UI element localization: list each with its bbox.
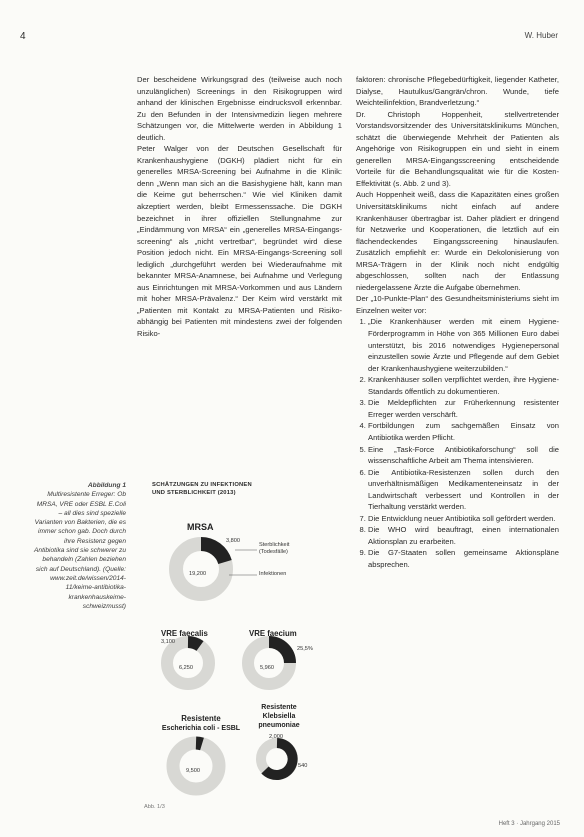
ten-point-plan-list [356, 316, 559, 570]
list-item: 3. Die Meldepflichten zur Früherkennung resistenter Erreger werden verschärft. [368, 397, 559, 420]
mrsa-donut [176, 544, 226, 594]
esbl-label-line: Resistente [181, 714, 221, 723]
list-item: 5. Eine „Task-Force Antibiotikaforschung“ soll die wissenschaftliche Arbeit am Thema intensivieren. [368, 444, 559, 467]
esbl-label-line: Escherichia coli - ESBL [161, 725, 241, 732]
paragraph: faktoren: chronische Pflegebedürftigkeit, liegender Katheter, Dialyse, Hautulkus/Gangrän/chron. Wunde, tiefe Weichteilinfektion, Brandverletzung.“ [356, 75, 559, 108]
mrsa-infections-value: 19,200 [189, 571, 207, 577]
esbl-infections-value: 9,500 [186, 768, 200, 774]
vre-faecium-donut [248, 642, 290, 684]
list-item: 9. Die G7-Staaten sollen gemeinsame Aktionspläne absprechen. [368, 547, 559, 570]
list-item: 8. Die WHO wird beauftragt, einen internationalen Aktionsplan zu erarbeiten. [368, 524, 559, 547]
mrsa-label: MRSA [187, 522, 214, 532]
right-text-column [356, 74, 559, 571]
klebsiella-label [249, 703, 309, 730]
page-footer: Heft 3 · Jahrgang 2015 [498, 821, 560, 827]
list-item: 1. „Die Krankenhäuser werden mit einem Hygiene-Förderprogramm in Höhe von 365 Millionen Euro dabei unterstützt, bis 2016 notwendiges Hygienepersonal einzustellen sowie Ärzte und Pflegende auf dem Gebiet der Krankenhaushygiene weiterzubilden.“ [368, 316, 559, 374]
paragraph: Dr. Christoph Hoppenheit, stellvertretender Vorstandsvorsitzender des Universitätsklinikums München, schätzt die überwiegende Mehrheit der Patienten als Angehörige von Risikogruppen ein und sieht in einem generellen MRSA-Eingangsscreening entscheidende Vorteile für die Behandlungsqualität wie für die Kosten-Effektivität (s. Abb. 2 und 3). [356, 109, 559, 188]
caption-title: Abbildung 1 [87, 482, 126, 489]
faecalis-infections-value: 6,250 [179, 665, 193, 671]
infection-figure [141, 481, 336, 816]
paragraph: Der „10-Punkte-Plan“ des Gesundheitsministeriums sieht im Einzelnen weiter vor: [356, 294, 559, 315]
klebsiella-deaths-value: 540 [298, 763, 308, 769]
mrsa-deaths-value: 3,800 [226, 538, 240, 544]
paragraph: Der bescheidene Wirkungsgrad des (teilweise auch noch unzulänglichen) Screenings in den Risikogruppen wird anhand der klinischen Ergebnisse eindrucksvoll erkennbar. Zu den Befunden in der Intensivmedizin liegen mehrere Schätzungen vor, die Mittelwerte werden in Abbildung 1 deutlich. [137, 75, 342, 142]
figure-title-line: SCHÄTZUNGEN ZU INFEKTIONEN [152, 482, 252, 488]
paragraph: Auch Hoppenheit weiß, dass die Kapazitäten eines großen Universitätsklinikums nicht einfach auf andere Krankenhäuser übertragbar ist. Daher plädiert er dringend für Netzwerke und Kooperationen, die letztlich auf ein flächendeckendes Eingangsscreening hinauslaufen. Zusätzlich empfiehlt er: Wurde ein Dekolonisierung von MRSA-Trägern in der Klinik noch nicht endgültig abgeschlossen, sollten nach der Entlassung niedergelassene Ärzte die Aufgabe übernehmen. [356, 190, 559, 292]
esbl-donut [173, 743, 219, 789]
vre-faecium-label: VRE faecium [249, 629, 297, 638]
list-item: 2. Krankenhäuser sollen verpflichtet werden, ihre Hygiene-Standards öffentlich zu dokumentieren. [368, 374, 559, 397]
vre-faecalis-label: VRE faecalis [161, 629, 208, 638]
klebsiella-label-line: Klebsiella [262, 713, 296, 720]
vre-faecalis-donut [167, 642, 209, 684]
klebsiella-label-line: pneumoniae [258, 722, 300, 729]
figure-caption [33, 481, 126, 611]
author-name: W. Huber [524, 31, 558, 40]
list-item: 4. Fortbildungen zum sachgemäßen Einsatz von Antibiotika werden Pflicht. [368, 420, 559, 443]
klebsiella-label-line: Resistente [261, 704, 297, 711]
faecium-deaths-value: 25,5% [297, 646, 313, 652]
legend-deaths: Sterblichkeit (Todesfälle) [259, 542, 290, 555]
faecalis-deaths-value: 3,100 [161, 639, 175, 645]
page-number: 4 [20, 31, 26, 42]
klebsiella-donut [261, 743, 293, 775]
caption-text: Multiresistente Erreger: Ob MRSA, VRE oder ESBL E.Coli – all dies sind spezielle Varianten von Bakterien, die es immer schon gab. Doch durch ihre Resistenz gegen Antibiotika sind sie schwerer zu behandeln (Zahlen beziehen sich auf Deutschland). (Quelle: www.zeit.de/wissen/2014-11/keime-antibiotika-krankenhauskeime-schweizmusst) [34, 491, 126, 610]
list-item: 6. Die Antibiotika-Resistenzen sollen durch den unverhältnismäßigen Medikamenteneinsatz in der Landwirtschaft verbessert und Kontrollen in der Tierhaltung verstärkt werden. [368, 467, 559, 513]
left-text-column [137, 74, 342, 340]
klebsiella-infections-value: 2,000 [269, 734, 283, 740]
list-item: 7. Die Entwicklung neuer Antibiotika soll gefördert werden. [368, 513, 559, 525]
figure-title-line: UND STERBLICHKEIT (2013) [152, 490, 236, 496]
paragraph: Peter Walger von der Deutschen Gesellschaft für Krankenhaushygiene (DGKH) plädiert nicht für ein generelles MRSA-Screening bei Aufnahme in die Klinik: denn „Wenn man sich an die Basishygiene hält, kann man die Keime gut beherrschen.“ Wie viel Kliniken damit akzeptiert werden, bleibt Ermessenssache. Die DGKH bezeichnet in ihrer offiziellen Stellungnahme zur „Eindämmung von MRSA“ ein „generelles MRSA-Eingangs-screening“ als „nicht vertretbar“, begründet wird diese Position jedoch nicht. Ein MRSA-Eingangs-Screening soll lediglich „durchgeführt werden bei Wiederaufnahme mit bekannter MRSA-Anamnese, bei Aufnahme und Verlegung aus Einrichtungen mit MRSA-Vorkommen und aus Ländern mit hoher MRSA-Prävalenz.“ Der Keim wird verstärkt mit „Patienten mit Kontakt zu MRSA-Patienten und Risiko-abhängig bei Patienten mit mindestens zwei der folgenden Risiko- [137, 144, 342, 339]
esbl-label [161, 714, 241, 733]
legend-infections: Infektionen [259, 571, 287, 577]
faecium-infections-value: 5,960 [260, 665, 274, 671]
figure-source: Abb. 1/3 [144, 804, 165, 810]
